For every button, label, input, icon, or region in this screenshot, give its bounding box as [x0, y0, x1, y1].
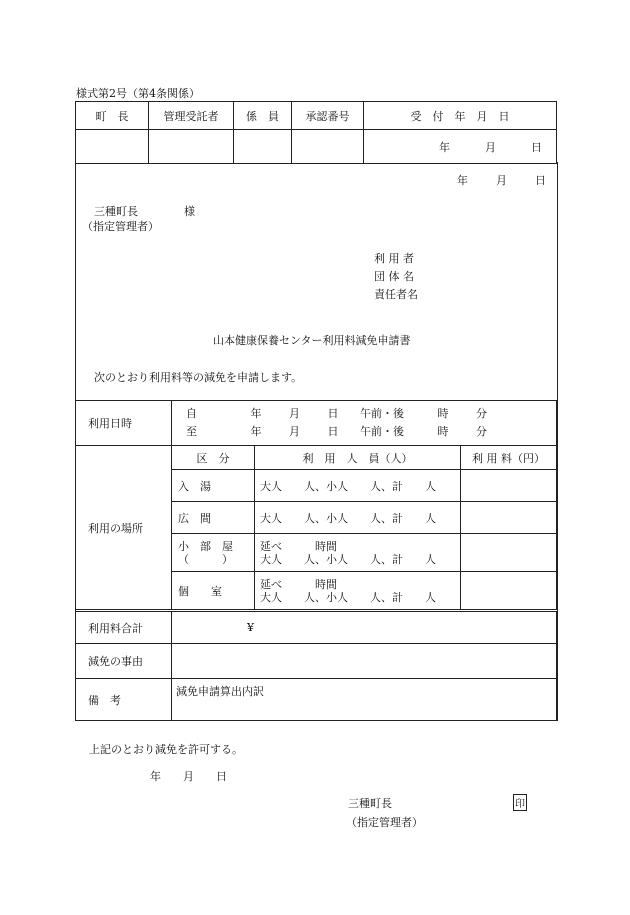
fee-private-room[interactable] — [461, 572, 557, 610]
fee-hall[interactable] — [461, 502, 557, 534]
addressee-sub: （指定管理者） — [82, 220, 159, 233]
summary-table — [75, 611, 557, 721]
fee-bath[interactable] — [461, 470, 557, 502]
intro-text: 次のとおり利用料等の減免を申請します。 — [94, 371, 303, 384]
fee-small-room[interactable] — [461, 534, 557, 572]
permission-text: 上記のとおり減免を許可する。 — [89, 743, 243, 756]
col-mayor: 町 長 — [95, 109, 129, 123]
place-table — [75, 445, 557, 610]
seal-mark: 印 — [513, 794, 527, 811]
usage-datetime-label: 利用日時 — [88, 417, 132, 430]
col-approval-no: 承認番号 — [305, 109, 350, 123]
people-private-room: 延べ 時間 大人 人、小人 人、計 人 — [255, 572, 461, 610]
place-label: 利用の場所 — [88, 521, 143, 535]
manager-cell[interactable] — [149, 130, 234, 164]
place-name-small-room: 小 部 屋 （ ） — [172, 534, 255, 572]
remarks-content[interactable]: 減免申請算出内訳 — [172, 679, 557, 721]
people-small-room: 延べ 時間 大人 人、小人 人、計 人 — [255, 534, 461, 572]
applicant-user-label: 利 用 者 — [374, 252, 414, 265]
place-name-hall: 広 間 — [172, 502, 255, 534]
applicant-group-label: 団 体 名 — [374, 270, 414, 283]
signer-sub: （指定管理者） — [346, 816, 423, 829]
place-name-private-room: 個 室 — [172, 572, 255, 610]
fee-header: 利 用 料（円） — [461, 446, 557, 470]
people-bath: 大人 人、小人 人、計 人 — [255, 470, 461, 502]
addressee: 三種町長 様 — [94, 205, 195, 218]
staff-cell[interactable] — [234, 130, 292, 164]
col-staff: 係 員 — [246, 109, 279, 123]
approval-table — [75, 101, 557, 164]
people-header: 利 用 人 員（人） — [255, 446, 461, 470]
usage-start-row: 自 年 月 日 午前・後 時 分 — [186, 407, 487, 420]
usage-datetime-table — [75, 400, 557, 446]
mayor-cell[interactable] — [76, 130, 149, 164]
category-header: 区 分 — [172, 446, 255, 470]
reason-field[interactable] — [172, 644, 557, 679]
application-date: 年 月 日 — [457, 174, 546, 187]
reason-label: 減免の事由 — [88, 655, 143, 668]
total-label: 利用料合計 — [88, 621, 143, 635]
permission-date: 年 月 日 — [150, 770, 227, 783]
remarks-label: 備 考 — [88, 693, 121, 707]
form-number: 様式第2号（第4条関係） — [76, 87, 200, 100]
col-manager: 管理受託者 — [163, 109, 219, 123]
page-title: 山本健康保養センター利用料減免申請書 — [213, 334, 411, 347]
approval-no-cell[interactable] — [292, 130, 364, 164]
col-received-date: 受 付 年 月 日 — [410, 109, 510, 123]
total-amount[interactable]: ¥ — [172, 612, 557, 644]
people-hall: 大人 人、小人 人、計 人 — [255, 502, 461, 534]
usage-end-row: 至 年 月 日 午前・後 時 分 — [186, 425, 487, 438]
received-date-cell[interactable]: 年 月 日 — [364, 130, 557, 164]
signer-name: 三種町長 — [348, 797, 392, 810]
place-name-bath: 入 湯 — [172, 470, 255, 502]
applicant-responsible-label: 責任者名 — [374, 288, 418, 301]
